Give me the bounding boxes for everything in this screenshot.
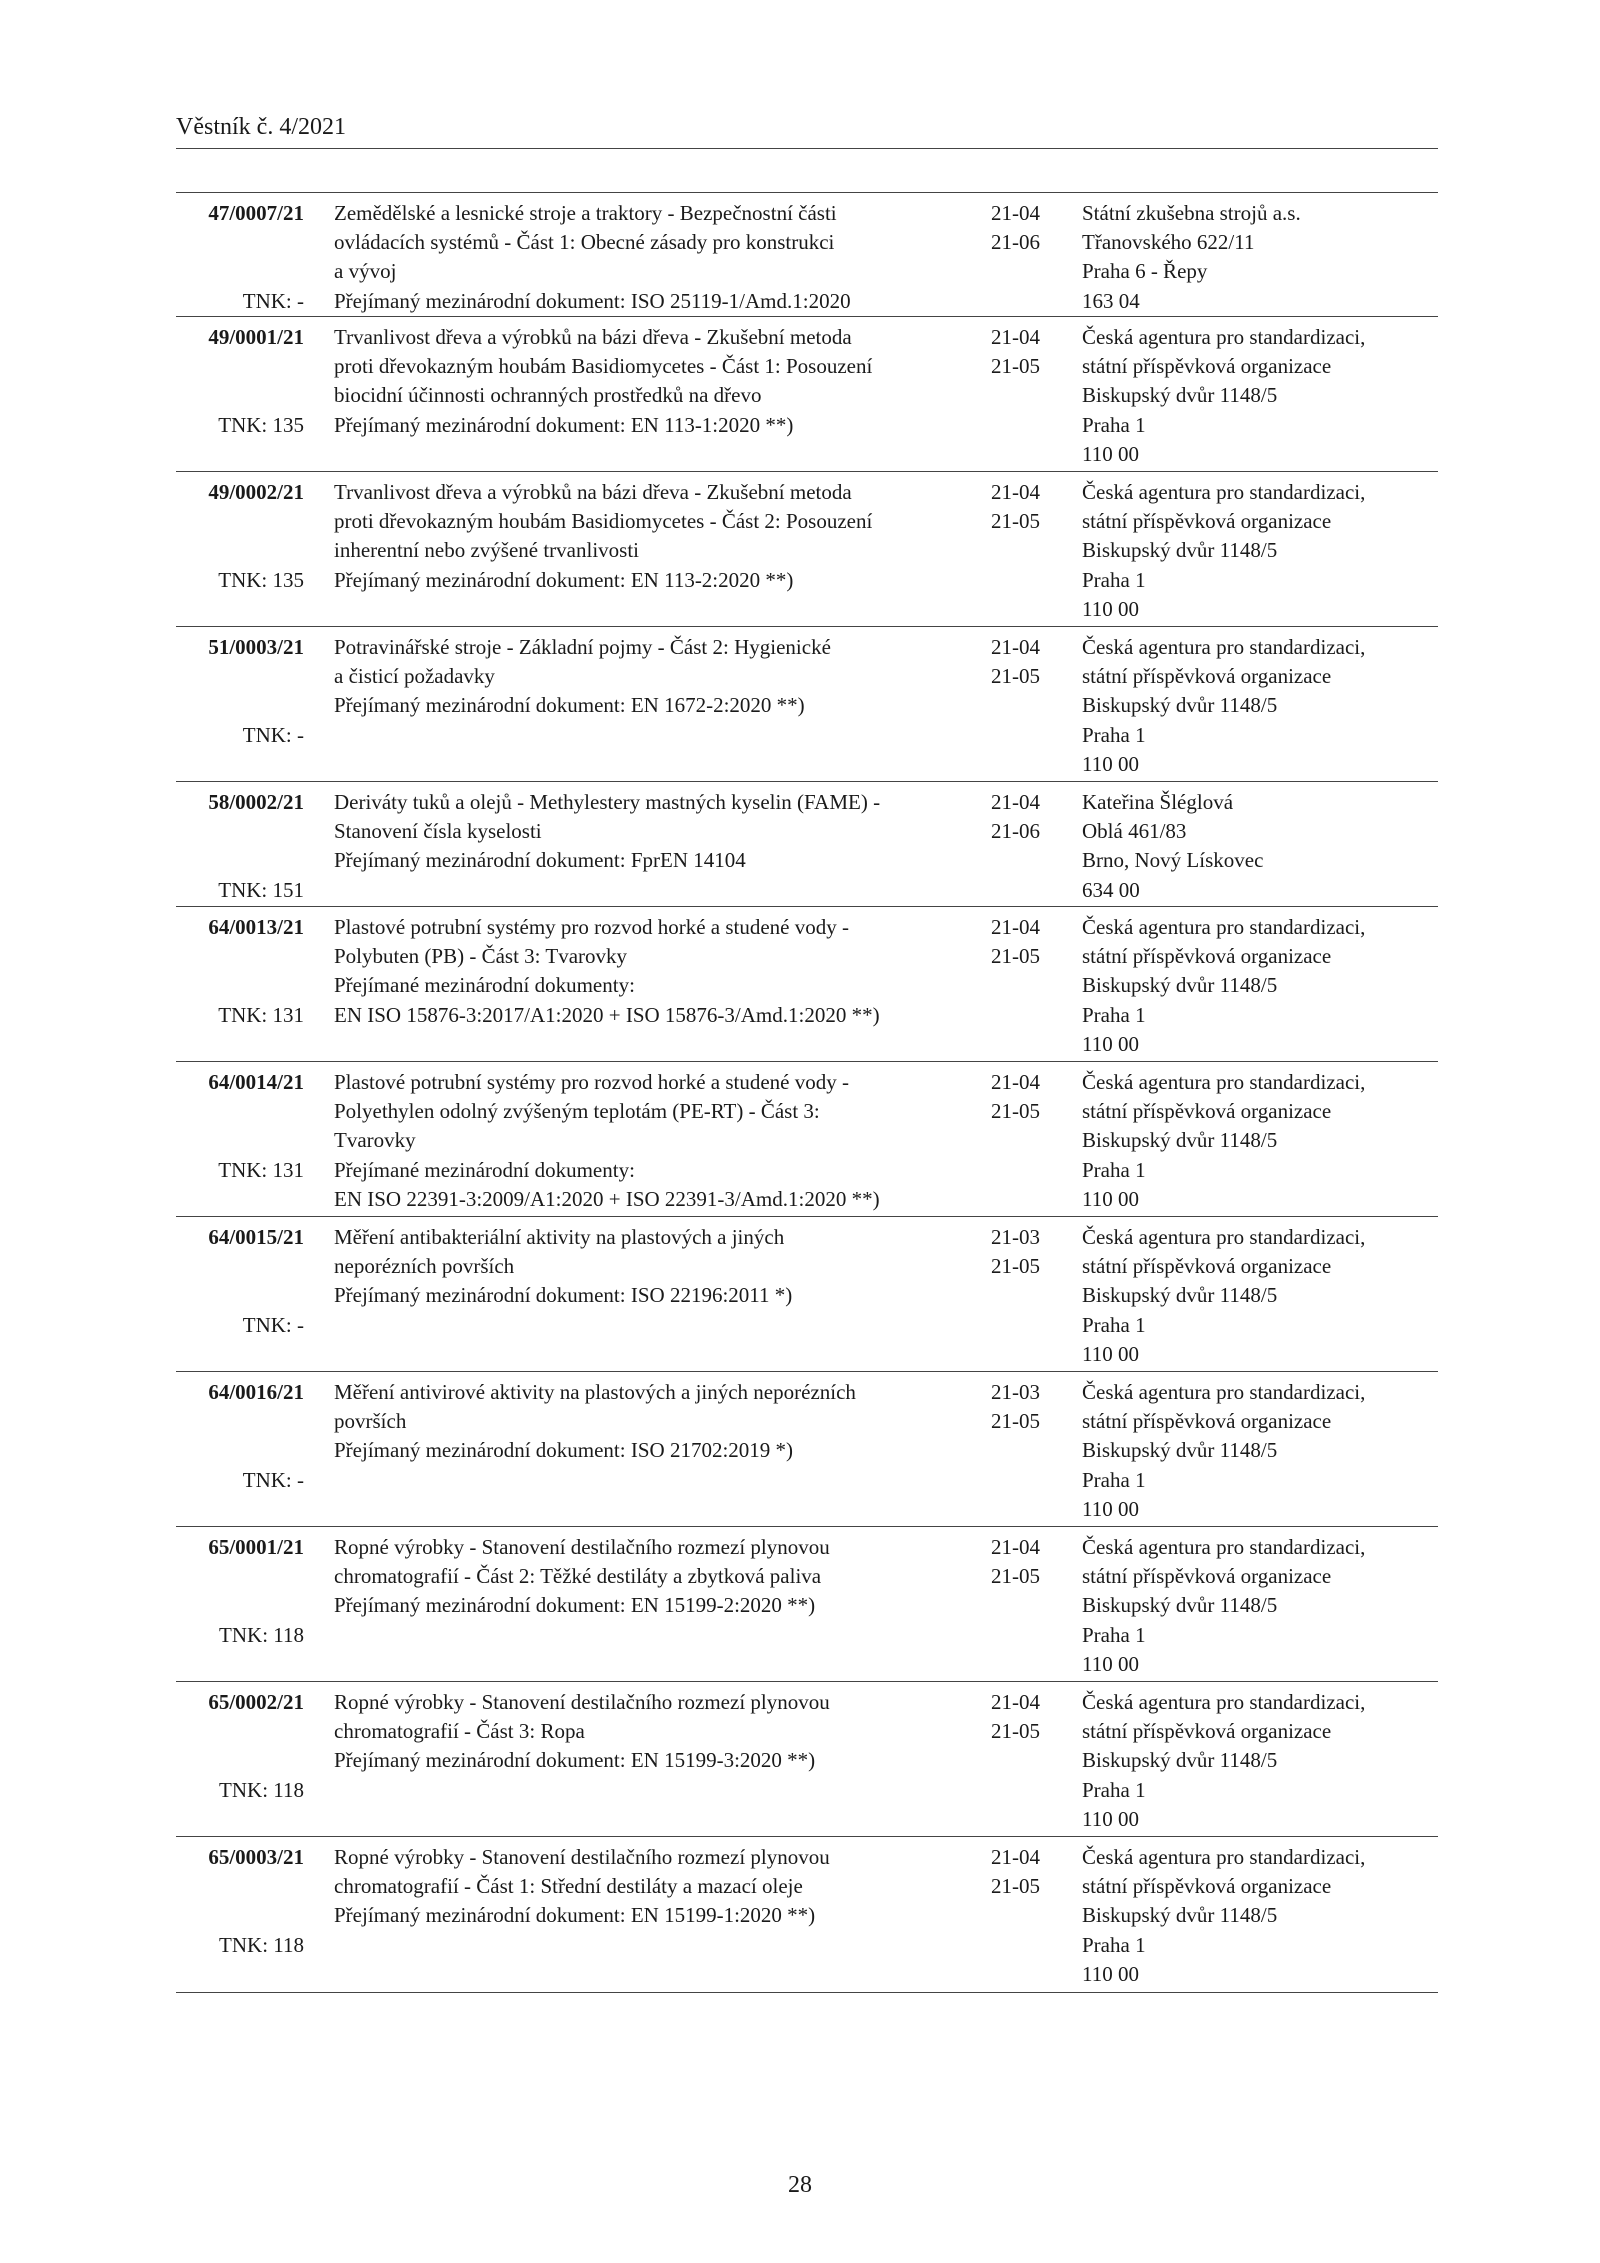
title-line: inherentní nebo zvýšené trvanlivosti bbox=[334, 538, 640, 563]
table-row bbox=[176, 472, 1438, 627]
address-line: 110 00 bbox=[1082, 1341, 1139, 1366]
address-line: Česká agentura pro standardizaci, bbox=[1082, 1225, 1366, 1249]
comment-dates bbox=[991, 1533, 1071, 1591]
standard-title bbox=[334, 1378, 974, 1466]
address-line: Biskupský dvůr 1148/5 bbox=[1082, 1283, 1278, 1308]
date-value: 21-04 bbox=[991, 915, 1040, 939]
standard-title bbox=[334, 1843, 974, 1931]
date-value: 21-05 bbox=[991, 354, 1040, 379]
contact-address bbox=[1082, 1068, 1438, 1214]
standard-code: 49/0002/21 bbox=[208, 480, 304, 504]
title-line: a vývoj bbox=[334, 259, 397, 284]
comment-dates bbox=[991, 323, 1071, 381]
address-line: Brno, Nový Lískovec bbox=[1082, 848, 1264, 873]
contact-address bbox=[1082, 633, 1438, 779]
standard-title bbox=[334, 913, 974, 1030]
standard-code: 58/0002/21 bbox=[208, 790, 304, 814]
date-value: 21-04 bbox=[991, 1070, 1040, 1094]
address-line: Praha 1 bbox=[1082, 1777, 1146, 1802]
address-line: Praha 1 bbox=[1082, 1157, 1146, 1182]
contact-address bbox=[1082, 1843, 1438, 1989]
contact-address bbox=[1082, 1378, 1438, 1524]
title-line: Plastové potrubní systémy pro rozvod horké a studené vody - bbox=[334, 1070, 849, 1094]
address-line: 110 00 bbox=[1082, 751, 1139, 776]
address-line: Česká agentura pro standardizaci, bbox=[1082, 1845, 1366, 1869]
comment-dates bbox=[991, 1068, 1071, 1126]
tnk-label: TNK: - bbox=[242, 1467, 304, 1492]
standard-title bbox=[334, 633, 974, 721]
title-line: Stanovení čísla kyselosti bbox=[334, 819, 542, 844]
address-line: Česká agentura pro standardizaci, bbox=[1082, 1380, 1366, 1404]
comment-dates bbox=[991, 199, 1071, 257]
title-line: Potravinářské stroje - Základní pojmy - Část 2: Hygienické bbox=[334, 635, 831, 659]
title-line: Přejímaný mezinárodní dokument: ISO 21702:2019 *) bbox=[334, 1438, 794, 1463]
title-line: Přejímaný mezinárodní dokument: EN 113-1:2020 **) bbox=[334, 412, 794, 437]
title-line: Přejímaný mezinárodní dokument: ISO 22196:2011 *) bbox=[334, 1283, 793, 1308]
comment-dates bbox=[991, 1223, 1071, 1281]
address-line: Biskupský dvůr 1148/5 bbox=[1082, 693, 1278, 718]
title-line: Deriváty tuků a olejů - Methylestery mastných kyselin (FAME) - bbox=[334, 790, 881, 814]
date-value: 21-05 bbox=[991, 1874, 1040, 1899]
tnk-label: TNK: - bbox=[242, 1312, 304, 1337]
address-line: Česká agentura pro standardizaci, bbox=[1082, 480, 1366, 504]
date-value: 21-03 bbox=[991, 1380, 1040, 1404]
title-line: Zemědělské a lesnické stroje a traktory - Bezpečnostní části bbox=[334, 201, 837, 225]
comment-dates bbox=[991, 913, 1071, 971]
contact-address bbox=[1082, 1223, 1438, 1369]
address-line: státní příspěvková organizace bbox=[1082, 1719, 1332, 1744]
address-line: státní příspěvková organizace bbox=[1082, 1874, 1332, 1899]
date-value: 21-05 bbox=[991, 1099, 1040, 1124]
address-line: Praha 1 bbox=[1082, 1312, 1146, 1337]
title-line: Polyethylen odolný zvýšeným teplotám (PE-RT) - Část 3: bbox=[334, 1099, 820, 1124]
date-value: 21-05 bbox=[991, 509, 1040, 534]
standard-code: 65/0002/21 bbox=[208, 1690, 304, 1714]
date-value: 21-04 bbox=[991, 1845, 1040, 1869]
date-value: 21-04 bbox=[991, 1690, 1040, 1714]
address-line: Biskupský dvůr 1148/5 bbox=[1082, 1748, 1278, 1773]
title-line: Trvanlivost dřeva a výrobků na bázi dřeva - Zkušební metoda bbox=[334, 325, 852, 349]
standard-code: 47/0007/21 bbox=[208, 201, 304, 225]
standard-code: 65/0003/21 bbox=[208, 1845, 304, 1869]
title-line: neporézních površích bbox=[334, 1254, 515, 1279]
standard-title bbox=[334, 1223, 974, 1311]
title-line: površích bbox=[334, 1409, 407, 1434]
address-line: Biskupský dvůr 1148/5 bbox=[1082, 538, 1278, 563]
date-value: 21-05 bbox=[991, 1564, 1040, 1589]
tnk-label: TNK: 151 bbox=[218, 877, 304, 902]
standards-table bbox=[176, 192, 1438, 1993]
address-line: Česká agentura pro standardizaci, bbox=[1082, 1690, 1366, 1714]
table-row bbox=[176, 782, 1438, 907]
standard-code: 64/0015/21 bbox=[208, 1225, 304, 1249]
date-value: 21-06 bbox=[991, 230, 1040, 255]
table-row bbox=[176, 317, 1438, 472]
address-line: Praha 1 bbox=[1082, 1002, 1146, 1027]
contact-address bbox=[1082, 1533, 1438, 1679]
date-value: 21-04 bbox=[991, 790, 1040, 814]
table-row bbox=[176, 1682, 1438, 1837]
standard-code: 64/0014/21 bbox=[208, 1070, 304, 1094]
title-line: biocidní účinnosti ochranných prostředků na dřevo bbox=[334, 383, 762, 408]
address-line: Biskupský dvůr 1148/5 bbox=[1082, 1438, 1278, 1463]
title-line: Přejímaný mezinárodní dokument: ISO 25119-1/Amd.1:2020 bbox=[334, 288, 851, 313]
address-line: 110 00 bbox=[1082, 596, 1139, 621]
title-line: Tvarovky bbox=[334, 1128, 416, 1153]
date-value: 21-04 bbox=[991, 201, 1040, 225]
contact-address bbox=[1082, 199, 1438, 316]
title-line: a čisticí požadavky bbox=[334, 664, 495, 689]
address-line: Česká agentura pro standardizaci, bbox=[1082, 915, 1366, 939]
title-line: chromatografií - Část 3: Ropa bbox=[334, 1719, 585, 1744]
address-line: Třanovského 622/11 bbox=[1082, 230, 1255, 255]
date-value: 21-06 bbox=[991, 819, 1040, 844]
comment-dates bbox=[991, 1843, 1071, 1901]
address-line: Česká agentura pro standardizaci, bbox=[1082, 325, 1366, 349]
address-line: státní příspěvková organizace bbox=[1082, 664, 1332, 689]
title-line: Měření antivirové aktivity na plastových a jiných neporézních bbox=[334, 1380, 856, 1404]
page-number: 28 bbox=[788, 2172, 812, 2198]
standard-title bbox=[334, 1533, 974, 1621]
table-row bbox=[176, 1217, 1438, 1372]
date-value: 21-04 bbox=[991, 325, 1040, 349]
address-line: Biskupský dvůr 1148/5 bbox=[1082, 1128, 1278, 1153]
table-row bbox=[176, 1837, 1438, 1992]
address-line: státní příspěvková organizace bbox=[1082, 1099, 1332, 1124]
standard-code: 49/0001/21 bbox=[208, 325, 304, 349]
title-line: Přejímané mezinárodní dokumenty: bbox=[334, 973, 635, 998]
title-line: chromatografií - Část 2: Těžké destiláty a zbytková paliva bbox=[334, 1564, 822, 1589]
address-line: Kateřina Šléglová bbox=[1082, 790, 1234, 814]
address-line: státní příspěvková organizace bbox=[1082, 1564, 1332, 1589]
title-line: Ropné výrobky - Stanovení destilačního rozmezí plynovou bbox=[334, 1845, 830, 1869]
address-line: Praha 1 bbox=[1082, 412, 1146, 437]
tnk-label: TNK: 118 bbox=[219, 1932, 304, 1957]
address-line: Praha 6 - Řepy bbox=[1082, 259, 1208, 284]
date-value: 21-05 bbox=[991, 1409, 1040, 1434]
comment-dates bbox=[991, 633, 1071, 691]
standard-title bbox=[334, 199, 974, 316]
date-value: 21-05 bbox=[991, 1719, 1040, 1744]
address-line: 110 00 bbox=[1082, 1806, 1139, 1831]
date-value: 21-05 bbox=[991, 1254, 1040, 1279]
address-line: Praha 1 bbox=[1082, 1622, 1146, 1647]
title-line: Trvanlivost dřeva a výrobků na bázi dřeva - Zkušební metoda bbox=[334, 480, 852, 504]
tnk-label: TNK: 118 bbox=[219, 1777, 304, 1802]
tnk-label: TNK: 135 bbox=[218, 412, 304, 437]
address-line: Praha 1 bbox=[1082, 722, 1146, 747]
title-line: ovládacích systémů - Část 1: Obecné zásady pro konstrukci bbox=[334, 230, 835, 255]
title-line: Měření antibakteriální aktivity na plastových a jiných bbox=[334, 1225, 785, 1249]
title-line: EN ISO 15876-3:2017/A1:2020 + ISO 15876-3/Amd.1:2020 **) bbox=[334, 1002, 880, 1027]
address-line: státní příspěvková organizace bbox=[1082, 1254, 1332, 1279]
address-line: 110 00 bbox=[1082, 441, 1139, 466]
address-line: 163 04 bbox=[1082, 288, 1140, 313]
table-row bbox=[176, 1527, 1438, 1682]
address-line: Praha 1 bbox=[1082, 567, 1146, 592]
contact-address bbox=[1082, 478, 1438, 624]
address-line: Biskupský dvůr 1148/5 bbox=[1082, 1593, 1278, 1618]
title-line: Ropné výrobky - Stanovení destilačního rozmezí plynovou bbox=[334, 1535, 830, 1559]
table-row bbox=[176, 193, 1438, 317]
standard-title bbox=[334, 788, 974, 876]
standard-code: 64/0016/21 bbox=[208, 1380, 304, 1404]
standard-title bbox=[334, 1688, 974, 1776]
address-line: Státní zkušebna strojů a.s. bbox=[1082, 201, 1301, 225]
standard-code: 64/0013/21 bbox=[208, 915, 304, 939]
title-line: Polybuten (PB) - Část 3: Tvarovky bbox=[334, 944, 628, 969]
title-line: Přejímaný mezinárodní dokument: EN 1672-2:2020 **) bbox=[334, 693, 805, 718]
address-line: 110 00 bbox=[1082, 1961, 1139, 1986]
title-line: Přejímaný mezinárodní dokument: FprEN 14104 bbox=[334, 848, 746, 873]
address-line: 110 00 bbox=[1082, 1651, 1139, 1676]
tnk-label: TNK: - bbox=[242, 722, 304, 747]
table-row bbox=[176, 1372, 1438, 1527]
address-line: Česká agentura pro standardizaci, bbox=[1082, 1535, 1366, 1559]
address-line: státní příspěvková organizace bbox=[1082, 509, 1332, 534]
standard-code: 65/0001/21 bbox=[208, 1535, 304, 1559]
table-row bbox=[176, 1062, 1438, 1217]
address-line: státní příspěvková organizace bbox=[1082, 354, 1332, 379]
tnk-label: TNK: 118 bbox=[219, 1622, 304, 1647]
comment-dates bbox=[991, 1378, 1071, 1436]
address-line: Biskupský dvůr 1148/5 bbox=[1082, 383, 1278, 408]
address-line: Česká agentura pro standardizaci, bbox=[1082, 635, 1366, 659]
comment-dates bbox=[991, 1688, 1071, 1746]
tnk-label: TNK: 131 bbox=[218, 1157, 304, 1182]
address-line: Oblá 461/83 bbox=[1082, 819, 1187, 844]
title-line: Přejímané mezinárodní dokumenty: bbox=[334, 1157, 635, 1182]
title-line: proti dřevokazným houbám Basidiomycetes - Část 1: Posouzení bbox=[334, 354, 873, 379]
contact-address bbox=[1082, 788, 1438, 905]
contact-address bbox=[1082, 913, 1438, 1059]
title-line: Přejímaný mezinárodní dokument: EN 15199-1:2020 **) bbox=[334, 1903, 816, 1928]
address-line: Biskupský dvůr 1148/5 bbox=[1082, 1903, 1278, 1928]
title-line: Přejímaný mezinárodní dokument: EN 113-2:2020 **) bbox=[334, 567, 794, 592]
date-value: 21-04 bbox=[991, 635, 1040, 659]
comment-dates bbox=[991, 788, 1071, 846]
address-line: státní příspěvková organizace bbox=[1082, 1409, 1332, 1434]
contact-address bbox=[1082, 323, 1438, 469]
standard-title bbox=[334, 323, 974, 440]
title-line: chromatografií - Část 1: Střední destiláty a mazací oleje bbox=[334, 1874, 803, 1899]
address-line: Česká agentura pro standardizaci, bbox=[1082, 1070, 1366, 1094]
standard-title bbox=[334, 478, 974, 595]
table-row bbox=[176, 907, 1438, 1062]
standard-code: 51/0003/21 bbox=[208, 635, 304, 659]
address-line: Praha 1 bbox=[1082, 1467, 1146, 1492]
date-value: 21-05 bbox=[991, 664, 1040, 689]
date-value: 21-03 bbox=[991, 1225, 1040, 1249]
title-line: Přejímaný mezinárodní dokument: EN 15199-2:2020 **) bbox=[334, 1593, 816, 1618]
address-line: 110 00 bbox=[1082, 1031, 1139, 1056]
tnk-label: TNK: 131 bbox=[218, 1002, 304, 1027]
title-line: Ropné výrobky - Stanovení destilačního rozmezí plynovou bbox=[334, 1690, 830, 1714]
date-value: 21-04 bbox=[991, 480, 1040, 504]
comment-dates bbox=[991, 478, 1071, 536]
address-line: 110 00 bbox=[1082, 1496, 1139, 1521]
contact-address bbox=[1082, 1688, 1438, 1834]
address-line: 634 00 bbox=[1082, 877, 1140, 902]
tnk-label: TNK: 135 bbox=[218, 567, 304, 592]
title-line: proti dřevokazným houbám Basidiomycetes - Část 2: Posouzení bbox=[334, 509, 873, 534]
address-line: státní příspěvková organizace bbox=[1082, 944, 1332, 969]
table-row bbox=[176, 627, 1438, 782]
address-line: Praha 1 bbox=[1082, 1932, 1146, 1957]
date-value: 21-04 bbox=[991, 1535, 1040, 1559]
bulletin-title: Věstník č. 4/2021 bbox=[176, 114, 346, 140]
title-line: Plastové potrubní systémy pro rozvod horké a studené vody - bbox=[334, 915, 849, 939]
address-line: Biskupský dvůr 1148/5 bbox=[1082, 973, 1278, 998]
standard-title bbox=[334, 1068, 974, 1214]
title-line: EN ISO 22391-3:2009/A1:2020 + ISO 22391-3/Amd.1:2020 **) bbox=[334, 1186, 880, 1211]
page-header bbox=[176, 114, 1438, 149]
address-line: 110 00 bbox=[1082, 1186, 1139, 1211]
tnk-label: TNK: - bbox=[242, 288, 304, 313]
title-line: Přejímaný mezinárodní dokument: EN 15199-3:2020 **) bbox=[334, 1748, 816, 1773]
date-value: 21-05 bbox=[991, 944, 1040, 969]
